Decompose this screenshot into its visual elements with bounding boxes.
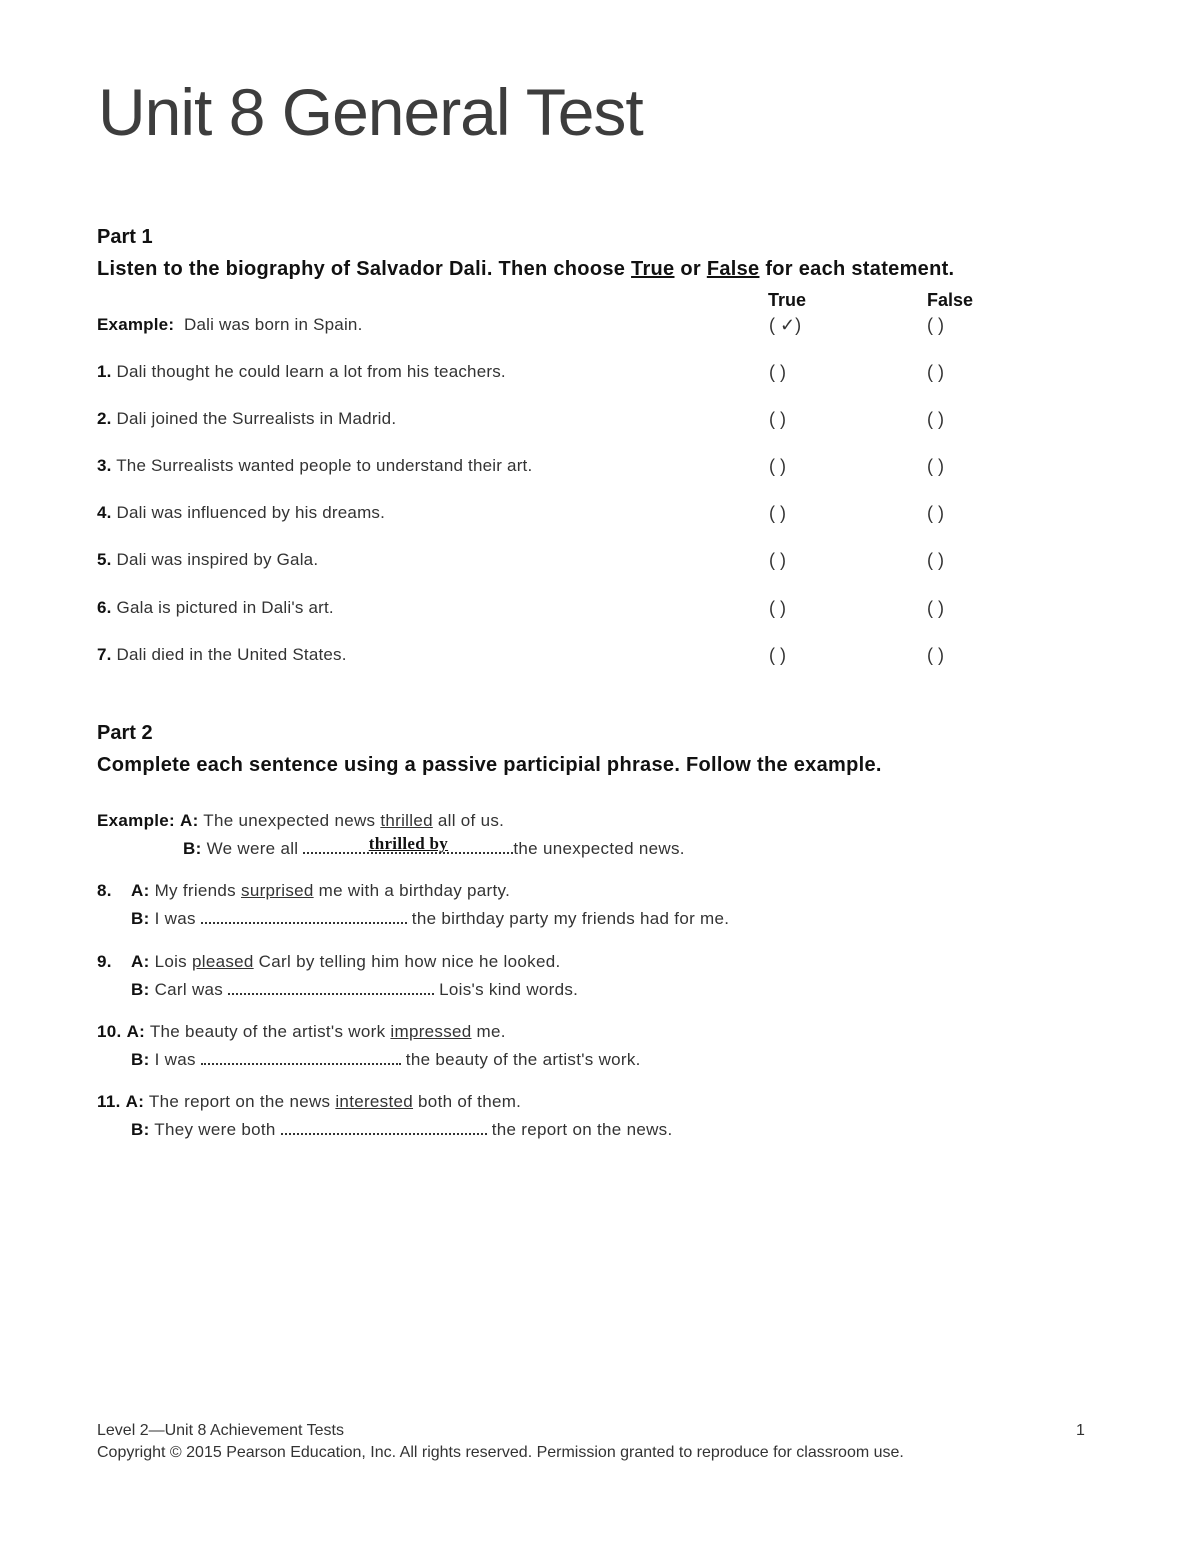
statement-5: 5. Dali was inspired by Gala. (97, 550, 319, 569)
example-text: Dali was born in Spain. (184, 315, 363, 334)
statement-3: 3. The Surrealists wanted people to understand their art. (97, 456, 533, 475)
item-10-b: B: I was the beauty of the artist's work. (131, 1045, 641, 1070)
part2-example-a: Example: A: The unexpected news thrilled all of us. (97, 811, 505, 830)
statement-2-true-checkbox[interactable]: ( ) (769, 409, 786, 429)
copyright-notice: Copyright © 2015 Pearson Education, Inc. All rights reserved. Permission granted to reproduce for classroom use. (97, 1444, 904, 1461)
item-8-b: B: I was the birthday party my friends had for me. (131, 904, 729, 929)
statement-7: 7. Dali died in the United States. (97, 645, 347, 664)
statement-7-false-checkbox[interactable]: ( ) (927, 645, 944, 665)
page-number: 1 (1076, 1422, 1085, 1439)
part1-example (97, 315, 363, 335)
statement-2: 2. Dali joined the Surrealists in Madrid. (97, 409, 397, 428)
example-label: Example: (97, 315, 175, 334)
part2-example-b: B: We were all thrilled by the unexpected news. (183, 834, 685, 858)
statement-6-false-checkbox[interactable]: ( ) (927, 598, 944, 618)
item-8-answer-blank[interactable] (201, 904, 407, 924)
item-9-b: B: Carl was Lois's kind words. (131, 975, 578, 1000)
item-10-answer-blank[interactable] (201, 1045, 401, 1065)
item-8-a: 8. A: My friends surprised me with a birthday party. (97, 881, 511, 900)
example-true-checkbox[interactable]: ( ✓) (769, 315, 802, 335)
statement-4-true-checkbox[interactable]: ( ) (769, 503, 786, 523)
example-answer: thrilled by (368, 834, 449, 853)
item-11-answer-blank[interactable] (281, 1115, 487, 1135)
statement-2-false-checkbox[interactable]: ( ) (927, 409, 944, 429)
example-answer-blank (303, 834, 513, 854)
item-9-a: 9. A: Lois pleased Carl by telling him how nice he looked. (97, 952, 561, 971)
part1-instruction: Listen to the biography of Salvador Dali. Then choose True or False for each statement. (97, 258, 955, 280)
statement-6-true-checkbox[interactable]: ( ) (769, 598, 786, 618)
statement-7-true-checkbox[interactable]: ( ) (769, 645, 786, 665)
part2-instruction: Complete each sentence using a passive participial phrase. Follow the example. (97, 754, 882, 776)
footer-title: Level 2—Unit 8 Achievement Tests (97, 1422, 344, 1439)
statement-1-true-checkbox[interactable]: ( ) (769, 362, 786, 382)
statement-5-true-checkbox[interactable]: ( ) (769, 550, 786, 570)
statement-5-false-checkbox[interactable]: ( ) (927, 550, 944, 570)
item-9-answer-blank[interactable] (228, 975, 434, 995)
part1-heading: Part 1 (97, 226, 153, 248)
statement-4: 4. Dali was influenced by his dreams. (97, 503, 386, 522)
item-11-a: 11. A: The report on the news interested both of them. (97, 1092, 522, 1111)
page-title: Unit 8 General Test (98, 75, 643, 149)
part2-heading: Part 2 (97, 722, 153, 744)
example-false-checkbox[interactable]: ( ) (927, 315, 944, 335)
statement-6: 6. Gala is pictured in Dali's art. (97, 598, 334, 617)
statement-3-false-checkbox[interactable]: ( ) (927, 456, 944, 476)
item-11-b: B: They were both the report on the news. (131, 1115, 672, 1140)
statement-4-false-checkbox[interactable]: ( ) (927, 503, 944, 523)
item-10-a: 10. A: The beauty of the artist's work impressed me. (97, 1022, 506, 1041)
statement-3-true-checkbox[interactable]: ( ) (769, 456, 786, 476)
statement-1-false-checkbox[interactable]: ( ) (927, 362, 944, 382)
statement-1: 1. Dali thought he could learn a lot from his teachers. (97, 362, 506, 381)
column-header-false: False (927, 290, 974, 310)
column-header-true: True (768, 290, 807, 310)
